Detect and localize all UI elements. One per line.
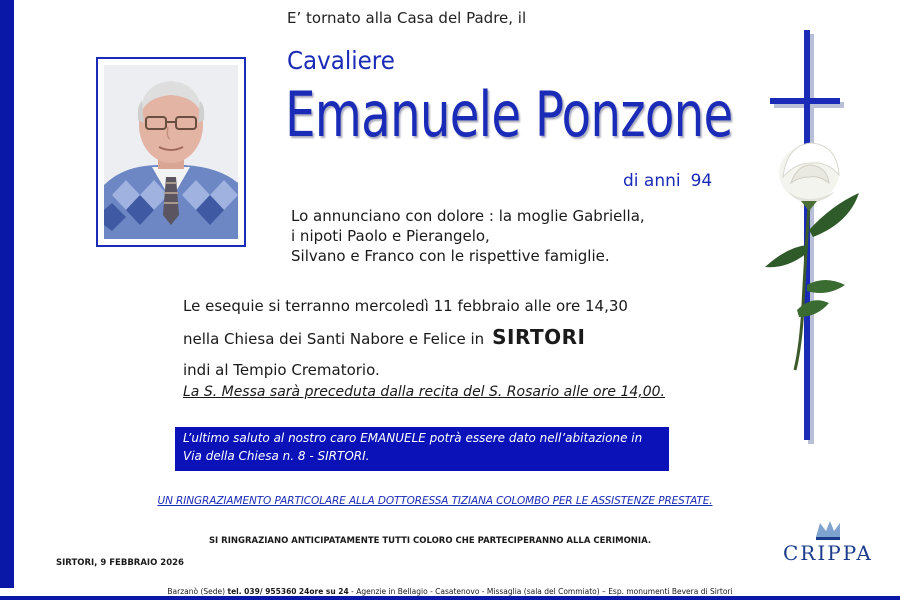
special-thanks: UN RINGRAZIAMENTO PARTICOLARE ALLA DOTTORESSA TIZIANA COLOMBO PER LE ASSISTENZE PRESTATE. [157,495,713,507]
age-line [623,171,712,191]
announcement-block [291,206,645,266]
footer-phone: tel. 039/ 955360 [227,587,297,596]
age-label: di anni [623,171,681,191]
footer-agencies: - Agenzie in Bellagio - Casatenovo - Missaglia (sala del Commiato) – Esp. monumenti Bevera di Sirtori [348,587,733,596]
intro-text: E’ tornato alla Casa del Padre, il [287,9,527,27]
crippa-crown-logo-icon [812,519,844,541]
farewell-notice-box [175,427,669,471]
portrait-frame [96,57,246,247]
brand-name: CRIPPA [783,541,873,565]
funeral-church: nella Chiesa dei Santi Nabore e Felice in [183,330,485,348]
general-thanks: SI RINGRAZIANO ANTICIPATAMENTE TUTTI COLORO CHE PARTECIPERANNO ALLA CERIMONIA. [208,536,652,546]
portrait-photo [104,65,238,239]
funeral-line-2 [183,322,628,355]
announcement-line: Silvano e Franco con le rispettive famiglie. [291,247,610,265]
funeral-town: SIRTORI [492,325,586,349]
notice-line: L’ultimo saluto al nostro caro EMANUELE potrà essere dato nell’abitazione in [183,431,643,445]
white-rose-icon [757,135,867,380]
rosary-note: La S. Messa sarà preceduta dalla recita del S. Rosario alle ore 14,00. [183,384,665,400]
footer-text [0,588,900,596]
footer-hours: 24ore su 24 [298,587,349,596]
notice-line: Via della Chiesa n. 8 - SIRTORI. [183,449,370,463]
funeral-line-1: Le esequie si terranno mercoledì 11 febbraio alle ore 14,30 [183,297,628,315]
announcement-line: Lo annunciano con dolore : la moglie Gabriella, [291,207,645,225]
date-line: SIRTORI, 9 FEBBRAIO 2026 [56,558,184,568]
announcement-line: i nipoti Paolo e Pierangelo, [291,227,490,245]
age-value: 94 [690,171,713,191]
honorific-title: Cavaliere [287,46,395,75]
funeral-details [183,291,628,386]
footer-location: Barzanò (Sede) [167,587,228,596]
deceased-name: Emanuele Ponzone [285,78,733,151]
funeral-line-3: indi al Tempio Crematorio. [183,361,380,379]
portrait-illustration [104,65,238,239]
